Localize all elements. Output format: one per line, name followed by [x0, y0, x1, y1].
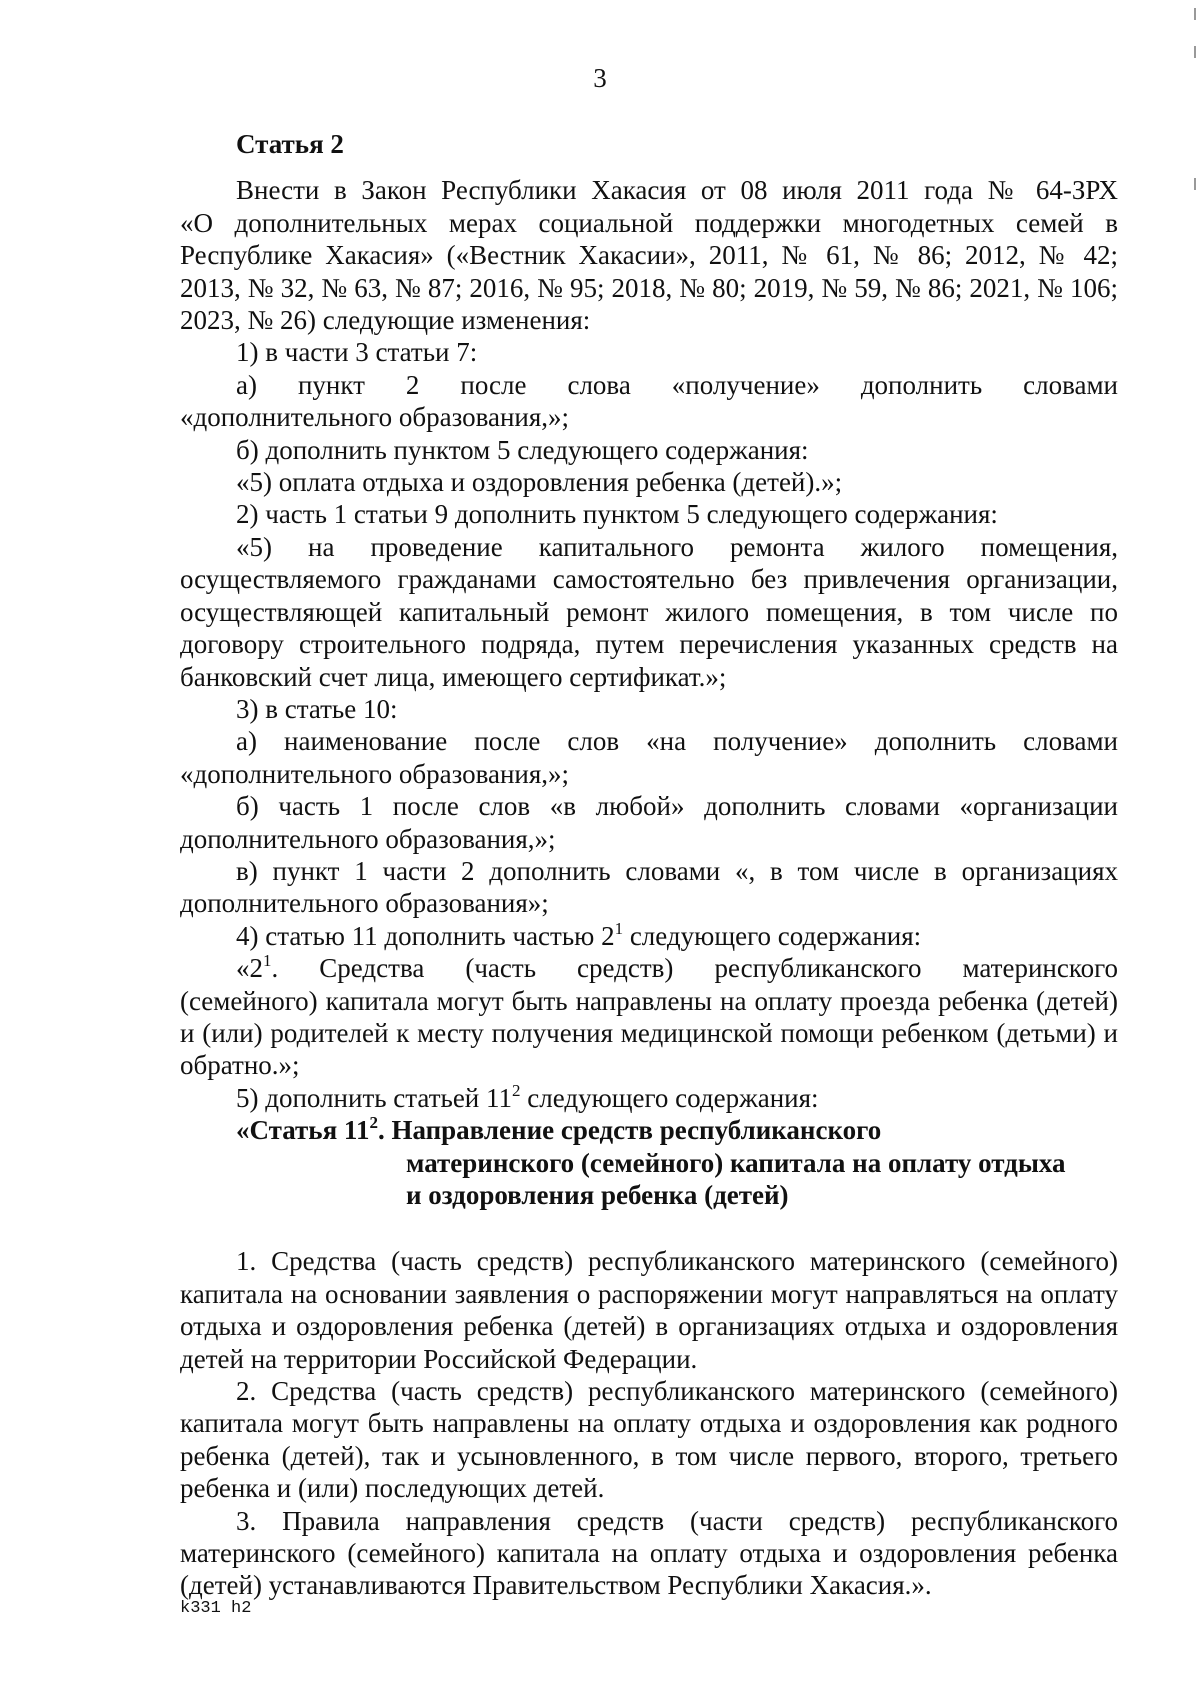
- intro-line: 2013, № 32, № 63, № 87; 2016, № 95; 2018, № 80; 2019, № 59, № 86; 2021, № 106;: [180, 272, 1118, 303]
- amendment-item-4-quote-text: «2: [236, 953, 263, 984]
- amendment-item-3: 3) в статье 10:: [236, 693, 398, 724]
- amendment-item-2-quote-cont: осуществляемого гражданами самостоятельно без привлечения организации, осуществляющей капитальный ремонт жилого помещения, в том числе по договору строительного подряда, путем перечисления указанных средств на банковский счет лица, имеющего сертификат.»;: [180, 564, 1118, 692]
- intro-line: Внести в Закон Республики Хакасия от 08 июля 2011 года № 64-ЗРХ: [236, 175, 1118, 206]
- amendment-item-3c: в) пункт 1 части 2 дополнить словами «, в том числе в организациях: [236, 855, 1118, 886]
- amendment-item-4: [180, 920, 1118, 952]
- scan-edge-mark: [1194, 46, 1196, 58]
- superscript: 1: [614, 918, 624, 938]
- amendment-item-4-quote: [180, 952, 1118, 984]
- amendment-item-4-quote-cont: (семейного) капитала могут быть направлены на оплату проезда ребенка (детей) и (или) родителей к месту получения медицинской помощи ребенком (детьми) и обратно.»;: [180, 985, 1118, 1081]
- amendment-item-5-text: следующего содержания:: [520, 1082, 819, 1113]
- amendment-item-4-text: следующего содержания:: [623, 920, 922, 951]
- document-code: k331 h2: [180, 1599, 252, 1618]
- amendment-item-5: [180, 1082, 1118, 1114]
- amendment-item-2: 2) часть 1 статьи 9 дополнить пунктом 5 следующего содержания:: [236, 499, 998, 530]
- intro-line: Республике Хакасия» («Вестник Хакасии», 2011, № 61, № 86; 2012, № 42;: [180, 240, 1118, 271]
- article-title: Статья 2: [236, 129, 344, 159]
- scan-edge-mark: [1194, 8, 1196, 20]
- intro-line: 2023, № 26) следующие изменения:: [180, 305, 591, 336]
- new-article-heading: [180, 1114, 1118, 1146]
- spacer: [180, 1211, 1118, 1245]
- article-point-3: 3. Правила направления средств (части средств) республиканского материнского (семейного) капитала на оплату отдыха и оздоровления ребенка (детей) устанавливаются Правительством Республики Хакасия.».: [180, 1505, 1118, 1601]
- intro-line: «О дополнительных мерах социальной поддержки многодетных семей в: [180, 207, 1118, 238]
- superscript: 2: [369, 1113, 378, 1133]
- amendment-item-1a-cont: «дополнительного образования,»;: [180, 402, 570, 433]
- article-point-2: 2. Средства (часть средств) республиканского материнского (семейного) капитала могут быть направлены на оплату отдыха и оздоровления как родного ребенка (детей), так и усыновленного, в том числе первого, второго, третьего ребенка и (или) последующих детей.: [180, 1376, 1118, 1504]
- amendment-item-1: 1) в части 3 статьи 7:: [236, 337, 478, 368]
- amendment-item-3a: а) наименование после слов «на получение» дополнить словами: [236, 726, 1118, 757]
- new-article-heading-text: . Направление средств республиканского: [377, 1115, 882, 1146]
- amendment-item-4-quote-text: . Средства (часть средств) республиканского материнского: [271, 953, 1118, 984]
- superscript: 1: [263, 951, 272, 971]
- new-article-heading-text: «Статья 11: [236, 1115, 370, 1146]
- amendment-item-3b-cont: дополнительного образования,»;: [180, 823, 556, 854]
- article-point-1: 1. Средства (часть средств) республиканского материнского (семейного) капитала на основании заявления о распоряжении могут направляться на оплату отдыха и оздоровления ребенка (детей) в организациях отдыха и оздоровления детей на территории Российской Федерации.: [180, 1246, 1118, 1374]
- superscript: 2: [512, 1080, 521, 1100]
- new-article-heading-line: и оздоровления ребенка (детей): [406, 1180, 789, 1210]
- amendment-item-1b-quote: «5) оплата отдыха и оздоровления ребенка (детей).»;: [236, 467, 843, 498]
- amendment-item-5-text: 5) дополнить статьей 11: [236, 1082, 512, 1113]
- new-article-heading-line: материнского (семейного) капитала на оплату отдыха: [406, 1147, 1066, 1178]
- amendment-item-3a-cont: «дополнительного образования,»;: [180, 758, 570, 789]
- amendment-item-1b: б) дополнить пунктом 5 следующего содержания:: [236, 434, 809, 465]
- amendment-item-3b: б) часть 1 после слов «в любой» дополнить словами «организации: [236, 791, 1118, 822]
- amendment-item-2-quote: «5) на проведение капитального ремонта жилого помещения,: [236, 531, 1118, 562]
- amendment-item-4-text: 4) статью 11 дополнить частью 2: [236, 920, 615, 951]
- scan-edge-mark: [1194, 178, 1196, 190]
- amendment-item-3c-cont: дополнительного образования»;: [180, 888, 549, 919]
- page-number: 3: [593, 63, 607, 93]
- amendment-item-1a: а) пункт 2 после слова «получение» дополнить словами: [236, 369, 1118, 400]
- document-body: [180, 128, 1118, 1602]
